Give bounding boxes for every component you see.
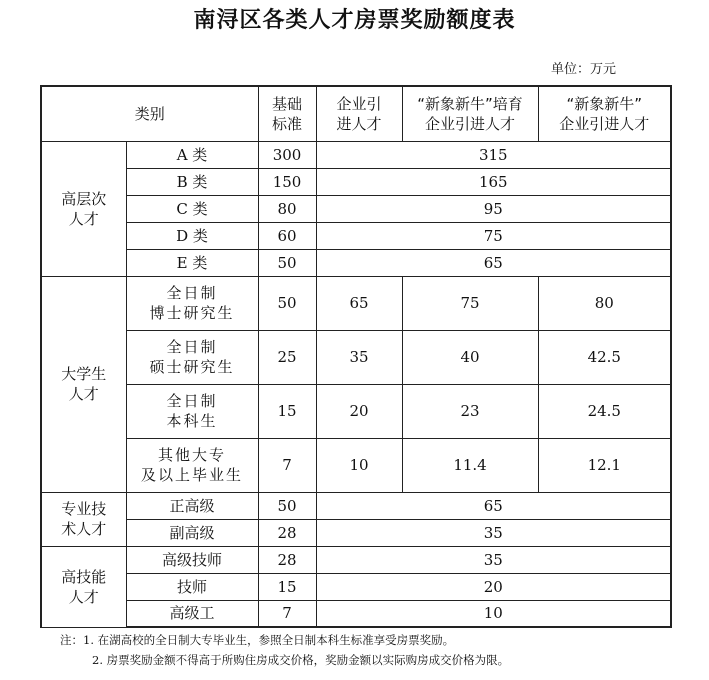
row-label: 正高级 xyxy=(126,492,258,519)
cultivate-value: 75 xyxy=(402,276,538,330)
basic-value: 50 xyxy=(258,492,316,519)
header-xinxiang: “新象新牛” 企业引进人才 xyxy=(538,86,671,141)
table-row xyxy=(41,492,671,519)
enterprise-value: 10 xyxy=(316,438,402,492)
merged-value: 65 xyxy=(316,492,671,519)
merged-value: 165 xyxy=(316,168,671,195)
footnote-2: 2. 房票奖励金额不得高于所购住房成交价格，奖励金额以实际购房成交价格为限。 xyxy=(92,653,510,667)
merged-value: 75 xyxy=(316,222,671,249)
header-basic: 基础 标准 xyxy=(258,86,316,141)
basic-value: 28 xyxy=(258,546,316,573)
row-label: C 类 xyxy=(126,195,258,222)
basic-value: 50 xyxy=(258,249,316,276)
merged-value: 65 xyxy=(316,249,671,276)
row-label: B 类 xyxy=(126,168,258,195)
footnotes xyxy=(60,630,509,670)
table-row xyxy=(41,384,671,438)
basic-value: 7 xyxy=(258,600,316,627)
reward-table xyxy=(40,85,672,628)
basic-value: 50 xyxy=(258,276,316,330)
enterprise-value: 20 xyxy=(316,384,402,438)
row-label: 全日制 博士研究生 xyxy=(126,276,258,330)
table-row xyxy=(41,438,671,492)
unit-label: 单位：万元 xyxy=(551,62,617,77)
cultivate-value: 23 xyxy=(402,384,538,438)
basic-value: 7 xyxy=(258,438,316,492)
basic-value: 15 xyxy=(258,384,316,438)
xinxiang-value: 24.5 xyxy=(538,384,671,438)
table-row xyxy=(41,141,671,168)
group-high-level: 高层次 人才 xyxy=(41,141,126,276)
header-cultivate: “新象新牛”培育 企业引进人才 xyxy=(402,86,538,141)
merged-value: 10 xyxy=(316,600,671,627)
merged-value: 315 xyxy=(316,141,671,168)
group-high-skill: 高技能 人才 xyxy=(41,546,126,627)
table-row xyxy=(41,573,671,600)
table-row xyxy=(41,249,671,276)
cultivate-value: 40 xyxy=(402,330,538,384)
table-row xyxy=(41,276,671,330)
table-row xyxy=(41,195,671,222)
enterprise-value: 65 xyxy=(316,276,402,330)
basic-value: 150 xyxy=(258,168,316,195)
header-category: 类别 xyxy=(41,86,258,141)
xinxiang-value: 42.5 xyxy=(538,330,671,384)
basic-value: 60 xyxy=(258,222,316,249)
table-row xyxy=(41,222,671,249)
table-row xyxy=(41,600,671,627)
row-label: 副高级 xyxy=(126,519,258,546)
row-label: 全日制 硕士研究生 xyxy=(126,330,258,384)
table-header-row xyxy=(41,86,671,141)
merged-value: 20 xyxy=(316,573,671,600)
row-label: 全日制 本科生 xyxy=(126,384,258,438)
row-label: 高级工 xyxy=(126,600,258,627)
row-label: 技师 xyxy=(126,573,258,600)
enterprise-value: 35 xyxy=(316,330,402,384)
basic-value: 80 xyxy=(258,195,316,222)
row-label: A 类 xyxy=(126,141,258,168)
page-title: 南浔区各类人才房票奖励额度表 xyxy=(193,8,516,33)
merged-value: 95 xyxy=(316,195,671,222)
basic-value: 15 xyxy=(258,573,316,600)
group-professional: 专业技 术人才 xyxy=(41,492,126,546)
table-row xyxy=(41,168,671,195)
row-label: E 类 xyxy=(126,249,258,276)
basic-value: 28 xyxy=(258,519,316,546)
merged-value: 35 xyxy=(316,546,671,573)
merged-value: 35 xyxy=(316,519,671,546)
basic-value: 300 xyxy=(258,141,316,168)
cultivate-value: 11.4 xyxy=(402,438,538,492)
group-graduate: 大学生 人才 xyxy=(41,276,126,492)
table-row xyxy=(41,330,671,384)
footnote-1: 注：1. 在湖高校的全日制大专毕业生，参照全日制本科生标准享受房票奖励。 xyxy=(60,633,455,647)
header-enterprise: 企业引 进人才 xyxy=(316,86,402,141)
xinxiang-value: 80 xyxy=(538,276,671,330)
table-row xyxy=(41,519,671,546)
xinxiang-value: 12.1 xyxy=(538,438,671,492)
row-label: D 类 xyxy=(126,222,258,249)
basic-value: 25 xyxy=(258,330,316,384)
table-row xyxy=(41,546,671,573)
row-label: 高级技师 xyxy=(126,546,258,573)
row-label: 其他大专 及以上毕业生 xyxy=(126,438,258,492)
